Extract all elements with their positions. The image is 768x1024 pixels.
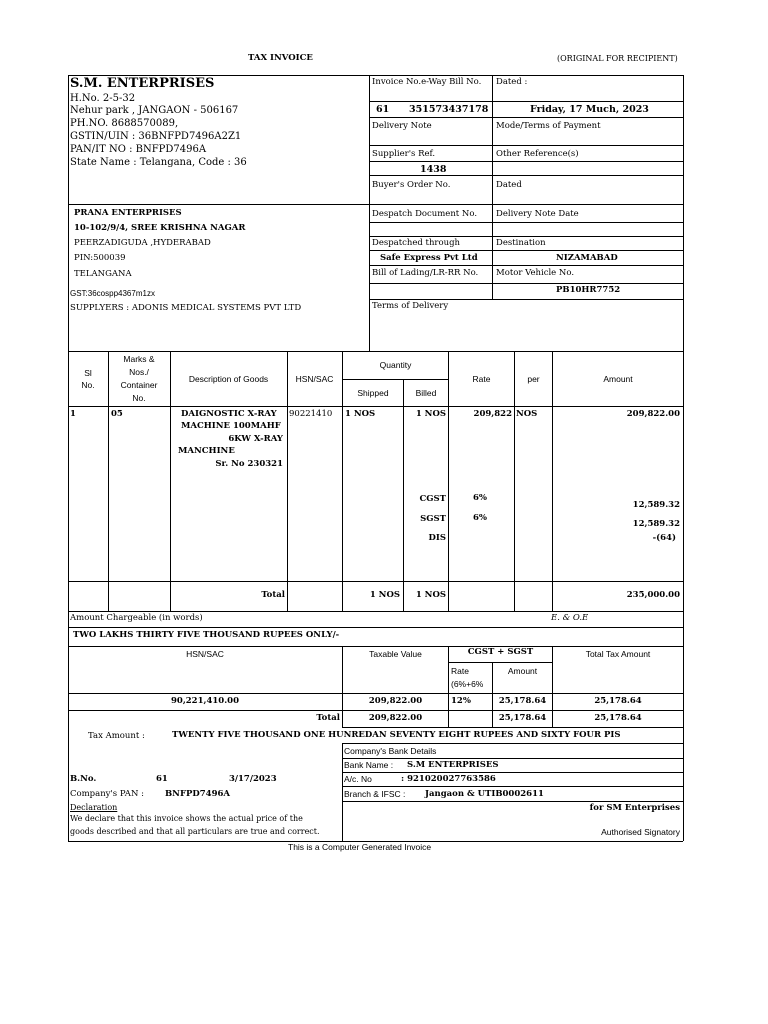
invoice-date: Friday, 17 Much, 2023 <box>530 104 649 115</box>
buyer-order-label: Buyer's Order No. <box>372 180 451 190</box>
total-label: Total <box>261 590 285 600</box>
for-company: for SM Enterprises <box>589 803 680 813</box>
computer-generated-note: This is a Computer Generated Invoice <box>288 842 432 852</box>
terms-delivery-label: Terms of Delivery <box>372 301 449 311</box>
cgst-label: CGST <box>419 494 446 504</box>
hsn-summary-total-label: Total <box>316 713 340 723</box>
item-sl: 1 <box>70 409 76 419</box>
hsn-summary-total-taxable: 209,822.00 <box>368 713 423 723</box>
line <box>369 101 683 102</box>
frame-right <box>683 75 684 841</box>
line <box>369 175 683 176</box>
seller-gstin: GSTIN/UIN : 36BNFPD7496A2Z1 <box>70 131 242 142</box>
eoe-note: E. & O.E <box>551 613 589 623</box>
total-shipped: 1 NOS <box>369 590 400 600</box>
line <box>448 662 552 663</box>
item-billed: 1 NOS <box>415 409 446 419</box>
motor-vehicle-label: Motor Vehicle No. <box>496 268 575 278</box>
line <box>342 743 683 744</box>
line <box>369 265 683 266</box>
amount-words: TWO LAKHS THIRTY FIVE THOUSAND RUPEES ONLY/- <box>73 630 340 640</box>
destination-value: NIZAMABAD <box>556 253 618 263</box>
tax-amount-label: Tax Amount : <box>88 731 145 741</box>
line <box>342 727 683 728</box>
buyer-state: TELANGANA <box>74 269 132 279</box>
col-line <box>448 646 449 728</box>
account-number-label: A/c. No <box>344 774 372 784</box>
col-billed-header: Billed <box>415 388 437 398</box>
col-line <box>108 351 109 611</box>
account-number-value: : 921020027763586 <box>401 774 496 784</box>
authorised-signatory: Authorised Signatory <box>601 827 680 837</box>
col-marks-header: Container <box>120 380 158 390</box>
line <box>68 611 683 612</box>
line <box>342 801 683 802</box>
invoice-number: 61 <box>376 104 390 115</box>
item-hsn: 90221410 <box>289 409 333 419</box>
line <box>68 204 683 205</box>
line <box>68 406 683 407</box>
declaration-text: We declare that this invoice shows the actual price of the <box>70 814 303 823</box>
destination-label: Destination <box>496 238 546 248</box>
col-line <box>514 351 515 611</box>
col-line <box>552 646 553 728</box>
declaration-label: Declaration <box>70 803 118 812</box>
line <box>68 710 683 711</box>
hsn-summary-cgst-sgst-header: CGST + SGST <box>467 647 534 657</box>
line <box>342 772 683 773</box>
item-per: NOS <box>516 409 538 419</box>
col-hsn-header: HSN/SAC <box>295 374 334 384</box>
hsn-summary-hsn-header: HSN/SAC <box>186 649 224 659</box>
buyer-pin: PIN:500039 <box>74 253 126 263</box>
col-sl-header: Sl <box>84 368 92 378</box>
invoice-no-label: Invoice No.e-Way Bill No. <box>372 77 482 87</box>
seller-name: S.M. ENTERPRISES <box>70 76 215 91</box>
col-marks-header: Marks & <box>123 354 155 364</box>
line <box>369 161 683 162</box>
line <box>342 379 448 380</box>
seller-phone: PH.NO. 8688570089, <box>70 118 179 129</box>
seller-address1: H.No. 2-5-32 <box>70 93 136 104</box>
despatched-through-value: Safe Express Pvt Ltd <box>380 253 478 263</box>
item-description: 6KW X-RAY <box>228 434 283 444</box>
col-amount-header: Amount <box>603 374 633 384</box>
hsn-summary-taxable-header: Taxable Value <box>369 649 422 659</box>
item-amount: 209,822.00 <box>626 409 680 419</box>
branch-ifsc-value: Jangaon & UTIB0002611 <box>425 789 544 799</box>
line <box>68 693 683 694</box>
declaration-text: goods described and that all particulars are true and correct. <box>70 827 320 836</box>
suppliers-line: SUPPLYERS : ADONIS MEDICAL SYSTEMS PVT LTD <box>70 303 302 313</box>
col-rate-header: Rate <box>472 374 491 384</box>
bank-details-label: Company's Bank Details <box>344 746 437 756</box>
col-marks-header: Nos./ <box>129 367 149 377</box>
col-quantity-header: Quantity <box>379 360 412 370</box>
line <box>342 758 683 759</box>
tax-amount-words: TWENTY FIVE THOUSAND ONE HUNREDAN SEVENTY EIGHT RUPEES AND SIXTY FOUR PIS <box>172 730 621 740</box>
dated2-label: Dated <box>496 180 522 190</box>
bno-label: B.No. <box>70 774 97 784</box>
hsn-summary-taxable-value: 209,822.00 <box>368 696 423 706</box>
col-line <box>287 351 288 611</box>
line <box>369 283 683 284</box>
col-marks-header: No. <box>132 393 146 403</box>
copy-note: (ORIGINAL FOR RECIPIENT) <box>557 54 678 63</box>
delivery-note-date-label: Delivery Note Date <box>496 209 579 219</box>
cgst-amount: 12,589.32 <box>632 500 680 510</box>
cgst-rate: 6% <box>473 493 487 503</box>
item-serial: Sr. No 230321 <box>215 459 283 469</box>
sgst-label: SGST <box>420 514 446 524</box>
line <box>342 786 683 787</box>
item-description: MANCHINE <box>178 446 235 456</box>
line <box>369 236 683 237</box>
motor-vehicle-value: PB10HR7752 <box>556 285 621 295</box>
col-line <box>492 662 493 728</box>
sgst-rate: 6% <box>473 513 487 523</box>
document-title: TAX INVOICE <box>248 53 313 63</box>
line <box>68 627 683 628</box>
seller-pan: PAN/IT NO : BNFPD7496A <box>70 144 207 155</box>
buyer-address2: PEERZADIGUDA ,HYDERABAD <box>74 238 211 248</box>
hsn-summary-total-amount: 25,178.64 <box>498 713 547 723</box>
col-line <box>342 646 343 728</box>
item-marks: 05 <box>111 409 123 419</box>
hsn-summary-amount-value: 25,178.64 <box>498 696 547 706</box>
bno-date: 3/17/2023 <box>229 774 277 784</box>
sgst-amount: 12,589.32 <box>632 519 680 529</box>
bank-name-label: Bank Name : <box>344 760 394 770</box>
item-description: DAIGNOSTIC X-RAY <box>181 409 277 419</box>
other-ref-label: Other Reference(s) <box>496 149 579 159</box>
buyer-address1: 10-102/9/4, SREE KRISHNA NAGAR <box>74 223 246 233</box>
branch-ifsc-label: Branch & IFSC : <box>344 789 406 799</box>
dated-label: Dated : <box>496 77 528 87</box>
item-description: MACHINE 100MAHF <box>181 421 281 431</box>
bno-value: 61 <box>156 774 168 784</box>
hsn-summary-total-tax-value: 25,178.64 <box>594 696 642 706</box>
col-line <box>170 351 171 611</box>
company-pan-label: Company's PAN : <box>70 789 144 799</box>
col-line <box>448 351 449 611</box>
col-shipped-header: Shipped <box>357 388 389 398</box>
supplier-ref-label: Supplier's Ref. <box>372 149 436 159</box>
mode-terms-label: Mode/Terms of Payment <box>496 121 601 131</box>
line <box>68 581 683 582</box>
despatched-through-label: Despatched through <box>372 238 461 248</box>
col-sl-header: No. <box>81 380 95 390</box>
hsn-summary-total-tax: 25,178.64 <box>594 713 642 723</box>
line <box>369 145 683 146</box>
line <box>369 222 683 223</box>
col-line <box>342 351 343 611</box>
col-per-header: per <box>527 374 540 384</box>
hsn-summary-total-tax-header: Total Tax Amount <box>585 649 651 659</box>
line <box>369 250 683 251</box>
buyer-name: PRANA ENTERPRISES <box>74 208 182 218</box>
supplier-ref-value: 1438 <box>420 164 447 175</box>
total-billed: 1 NOS <box>415 590 446 600</box>
frame-left <box>68 75 69 841</box>
bill-lading-label: Bill of Lading/LR-RR No. <box>372 268 479 278</box>
bank-name-value: S.M ENTERPRISES <box>407 760 499 770</box>
line <box>68 351 683 352</box>
hsn-summary-hsn-value: 90,221,410.00 <box>170 696 240 706</box>
hsn-summary-rate-header: Rate <box>451 666 469 676</box>
despatch-doc-label: Despatch Document No. <box>372 209 478 219</box>
line <box>68 646 683 647</box>
hsn-summary-rate-header: (6%+6% <box>451 679 484 689</box>
seller-address2: Nehur park , JANGAON - 506167 <box>70 105 239 116</box>
hsn-summary-amount-header: Amount <box>507 666 538 676</box>
total-amount: 235,000.00 <box>626 590 680 600</box>
item-rate: 209,822 <box>473 409 512 419</box>
discount-amount: -(64) <box>652 533 676 543</box>
seller-state: State Name : Telangana, Code : 36 <box>70 157 247 168</box>
eway-bill-number: 351573437178 <box>409 104 489 115</box>
delivery-note-label: Delivery Note <box>372 121 432 131</box>
discount-label: DIS <box>428 533 446 543</box>
line <box>369 117 683 118</box>
col-description-header: Description of Goods <box>188 374 269 384</box>
buyer-gst: GST:36cospp4367m1zx <box>70 289 155 298</box>
col-line <box>552 351 553 611</box>
amount-words-label: Amount Chargeable (in words) <box>70 613 203 623</box>
line <box>369 299 683 300</box>
hsn-summary-rate-value: 12% <box>451 696 471 706</box>
item-shipped: 1 NOS <box>345 409 376 419</box>
company-pan-value: BNFPD7496A <box>165 789 231 799</box>
